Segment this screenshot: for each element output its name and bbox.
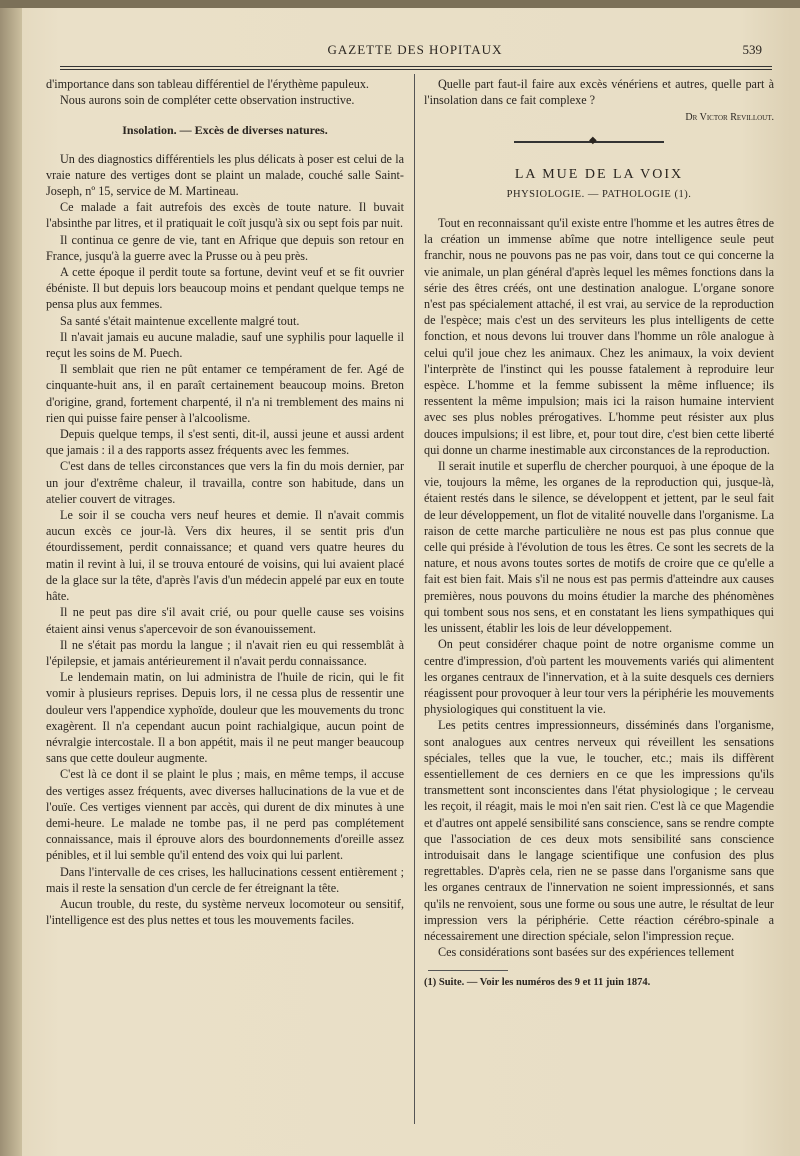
header-rule bbox=[60, 66, 772, 70]
section-title: LA MUE DE LA VOIX bbox=[514, 166, 684, 182]
left-column bbox=[46, 76, 404, 928]
paragraph: On peut considérer chaque point de notre organisme comme un centre d'impression, d'où partent les mouvements variés qui alimentent les organes centraux de l'innervation, et à la suite desquels ces derniers réagissent pour provoquer à leur tour vers la périphérie les mouvements physiologiques qui constituent la vie. bbox=[424, 637, 774, 717]
paragraph: Il ne s'était pas mordu la langue ; il n'avait rien eu qui ressemblât à l'épilepsie, et jamais antérieurement il n'avait perdu connaissance. bbox=[46, 637, 404, 668]
intro-paragraph: Quelle part faut-il faire aux excès vénériens et autres, quelle part à l'insolation dans ce fait complexe ? bbox=[424, 77, 774, 108]
footnote-rule bbox=[428, 970, 508, 971]
paragraph: Les petits centres impressionneurs, disséminés dans l'organisme, sont analogues aux centres nerveux qui réveillent les sensations spéciales, telles que la vue, le toucher, etc.; mais ils diffèrent essentiellement de ces derniers en ce que les impressions qu'ils transmettent sont inconscientes dans l'état physiologique ; le cerveau les reçoit, il réagit, mais le moi n'en sait rien. C'est là ce que Magendie et d'autres ont appelé sensibilité sans conscience, sans se rendre compte que l'association de ces deux mots sensibilité sans conscience introduisait dans le langage scientifique une confusion des plus regrettables. D'après cela, rien ne se passe dans l'organisme sans que les organes centraux de l'innervation ne soient impressionnés, et sans qu'ils ne renvoient, sous une forme ou sous une autre, le résultat de leur impression vers la périphérie. Cette réaction cérébro-spinale a nécessairement une direction spéciale, selon l'impression reçue. bbox=[424, 718, 774, 943]
paragraph: C'est là ce dont il se plaint le plus ; mais, en même temps, il accuse des vertiges assez fréquents, avec diverses hallucinations de la vue et de l'ouïe. Ces vertiges viennent par accès, qui durent de dix minutes à une demi-heure. Le malade ne tombe pas, il ne perd pas complétement connaissance, mais il éprouve alors des bourdonnements d'oreille assez pénibles, et il lui semble qu'il entend des voix qui lui parlent. bbox=[46, 767, 404, 863]
paragraph: Il n'avait jamais eu aucune maladie, sauf une syphilis pour laquelle il reçut les soins de M. Puech. bbox=[46, 329, 404, 361]
paragraph: Tout en reconnaissant qu'il existe entre l'homme et les autres êtres de la création un immense abîme que notre intelligence seule peut franchir, nous ne pouvons pas ne pas voir, dans tout ce qui concerne la vie animale, un plan général d'après lequel les mêmes fonctions dans la série des êtres créés, ont une destination analogue. L'organe sonore n'est pas spécialement attaché, il est vrai, au service de la reproduction de l'espèce; mais c'est un des serviteurs les plus intelligents de cette fonction, et nous devons lui trouver dans l'homme un rôle analogue à celui qu'il joue chez les animaux. Chez les animaux, la voix devient l'interprète de l'instinct qui les pousse fatalement à reproduire leur espèce. L'homme et la femme subissent la même influence; ils ressentent la même impulsion; mais ici la raison humaine intervient avec ses plus nobles prérogatives. L'homme peut résister aux plus douces impulsions; il est libre, et, pour tout dire, c'est bien cette liberté qui donne un charme inestimable aux circonstances de la reproduction. bbox=[424, 216, 774, 457]
page-top-edge bbox=[0, 0, 800, 8]
paragraph: Depuis quelque temps, il s'est senti, dit-il, aussi jeune et aussi ardent que jamais : il a des rapports assez fréquents avec les femmes. bbox=[46, 427, 404, 458]
paragraph: Ces considérations sont basées sur des expériences tellement bbox=[438, 945, 735, 960]
footnote: (1) Suite. — Voir les numéros des 9 et 11 juin 1874. bbox=[424, 977, 651, 989]
author-signature: Dr Victor Revillout. bbox=[685, 112, 774, 124]
paragraph: Ce malade a fait autrefois des excès de toute nature. Il buvait l'absinthe par litres, et il pratiquait le coït jusqu'à six ou sept fois par nuit. bbox=[46, 200, 404, 231]
paragraph: Il ne peut pas dire s'il avait crié, ou pour quelle cause ses voisins étaient ainsi venus s'apercevoir de son évanouissement. bbox=[46, 605, 404, 636]
intro-paragraph-2: Nous aurons soin de compléter cette observation instructive. bbox=[60, 93, 355, 108]
page-header bbox=[60, 42, 770, 64]
paragraph: Aucun trouble, du reste, du système nerveux locomoteur ou sensitif, l'intelligence est des plus nettes et tous les mouvements faciles. bbox=[46, 896, 404, 928]
page-number: 539 bbox=[742, 42, 762, 57]
page-binding bbox=[0, 0, 22, 1156]
section-ornament bbox=[424, 135, 774, 149]
paragraph: Il semblait que rien ne pût entamer ce tempérament de fer. Agé de cinquante-huit ans, il en paraît certainement beaucoup moins. Breton d'origine, grand, fortement charpenté, il n'a ni tremblement des mains ni rien qui puisse faire penser à l'alcoolisme. bbox=[46, 362, 404, 425]
paragraph: Il serait inutile et superflu de chercher pourquoi, à une époque de la vie, toujours la même, les organes de la reproduction qui, jusque-là, étaient restés dans le silence, se développent et jettent, par le seul fait de leur développement, un flot de vitalité nouvelle dans l'organisme. La raison de cette marche particulière ne nous est pas plus connue que celle qui préside à l'évolution de tous les êtres. Ce sont les secrets de la nature, et nous avons toutes sortes de motifs de croire que ce qu'elle a fait est bien fait. Mais s'il ne nous est pas permis d'atteindre aux causes premières, nous pouvons du moins étudier la marche des phénomènes qui tombent sous nos sens, et en constatant les liens sympathiques qui les unissent, établir les lois de leur développement. bbox=[424, 459, 774, 636]
paragraph: C'est dans de telles circonstances que vers la fin du mois dernier, par un jour d'extrême chaleur, il travailla, contre son habitude, dans un atelier couvert de vitrages. bbox=[46, 459, 404, 506]
paragraph: Le soir il se coucha vers neuf heures et demie. Il n'avait commis aucun excès ce jour-là. Vers dix heures, il se sentit pris d'un étourdissement, perdit connaissance; et quand vers quatre heures du matin il revint à lui, il se trouva entouré de voisins, qui lui avaient placé de la glace sur la tête, d'après l'avis d'un médecin appelé par eux en toute hâte. bbox=[46, 508, 404, 604]
right-column bbox=[424, 76, 774, 992]
paragraph: Le lendemain matin, on lui administra de l'huile de ricin, qui le fit vomir à plusieurs reprises. Depuis lors, il ne cessa plus de ressentir une douleur vers l'appendice xyphoïde, douleur que les mouvements du tronc exagèrent. Il n'a cependant aucun point rachialgique, aucun point de névralgie intercostale. Il a bon appétit, mais il ne peut manger beaucoup sans que cette douleur augmente. bbox=[46, 670, 404, 766]
paragraph: Un des diagnostics différentiels les plus délicats à poser est celui de la vraie nature des vertiges dont se plaint un malade, couché salle Saint-Joseph, nº 15, service de M. Martineau. bbox=[46, 151, 404, 199]
intro-paragraph: d'importance dans son tableau différentiel de l'érythème papuleux. bbox=[46, 77, 369, 91]
column-divider bbox=[414, 74, 415, 1124]
journal-title: GAZETTE DES HOPITAUX bbox=[327, 42, 503, 57]
article-subtitle: Insolation. — Excès de diverses natures. bbox=[122, 123, 328, 138]
paragraph: A cette époque il perdit toute sa fortune, devint veuf et se fit ouvrier ébéniste. Il but depuis lors beaucoup moins et pendant quelque temps ne pensa plus aux femmes. bbox=[46, 265, 404, 312]
paragraph: Dans l'intervalle de ces crises, les hallucinations cessent entièrement ; mais il reste la sensation d'un cercle de fer étreignant la tête. bbox=[46, 864, 404, 895]
section-subtitle: PHYSIOLOGIE. — PATHOLOGIE (1). bbox=[506, 188, 692, 200]
paragraph: Sa santé s'était maintenue excellente malgré tout. bbox=[60, 313, 300, 328]
paragraph: Il continua ce genre de vie, tant en Afrique que depuis son retour en France, jusqu'à la guerre avec la Prusse ou à peu près. bbox=[46, 232, 404, 263]
